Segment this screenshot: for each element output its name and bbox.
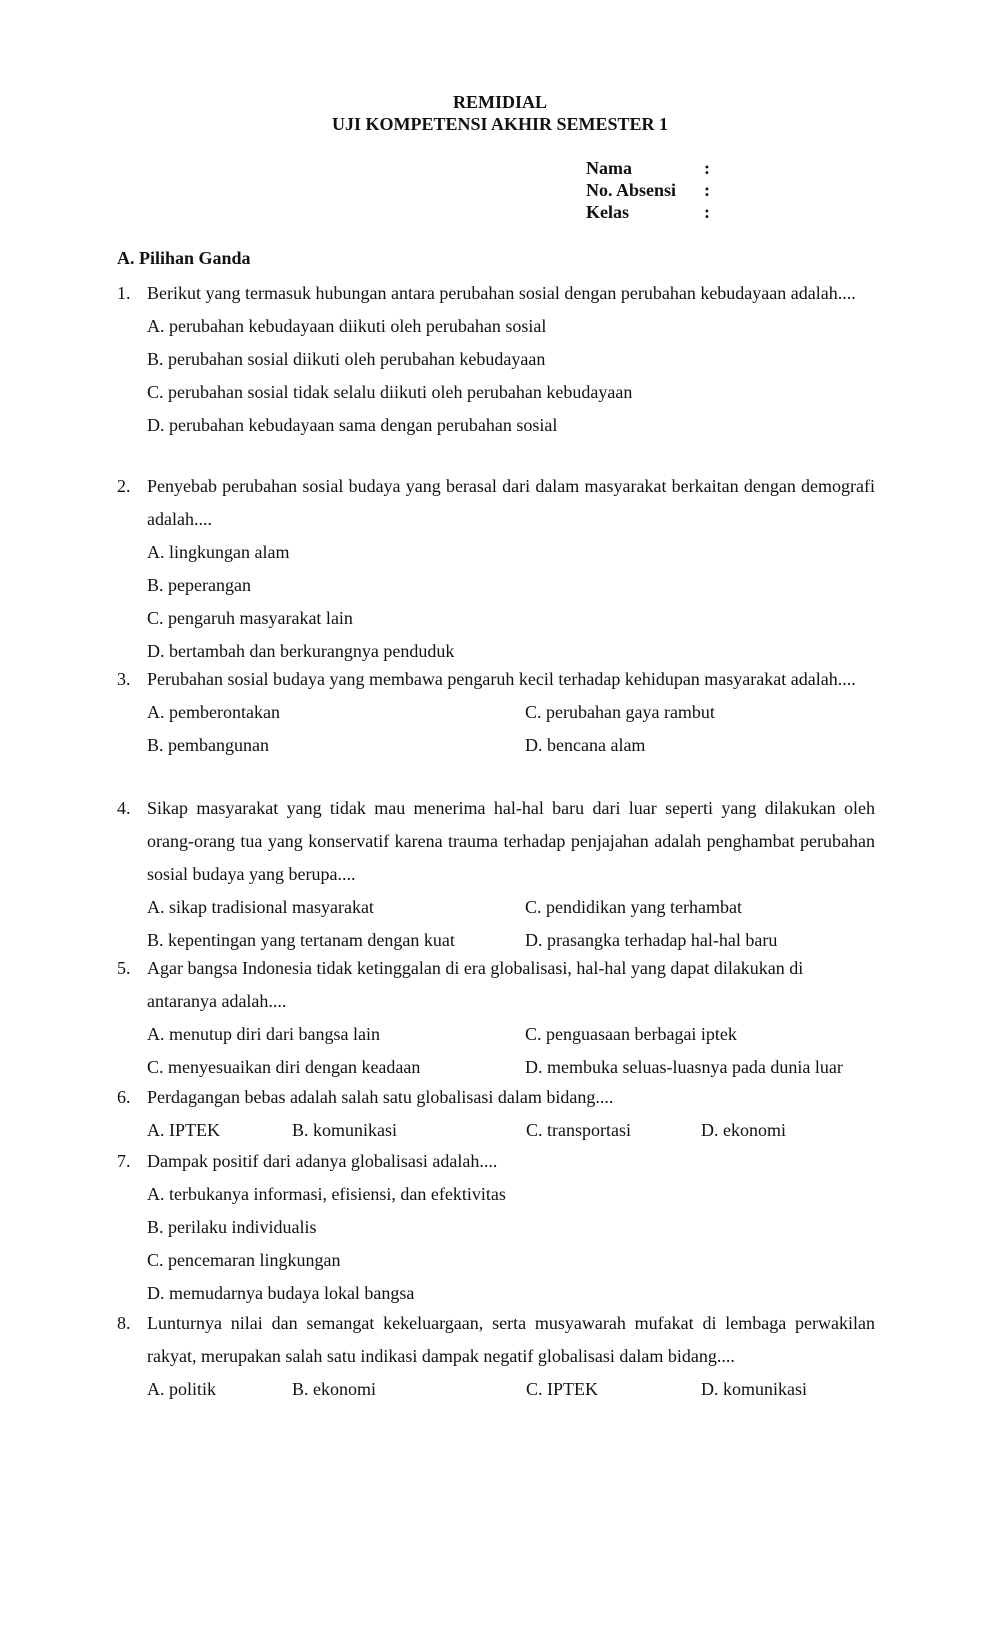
option-item: D. bertambah dan berkurangnya penduduk — [147, 641, 455, 661]
option-list — [147, 310, 875, 442]
identity-separator: : — [704, 202, 710, 222]
option-item: C. perubahan sosial tidak selalu diikuti oleh perubahan kebudayaan — [147, 382, 633, 402]
question-4 — [117, 792, 875, 957]
question-7 — [117, 1145, 875, 1310]
question-number: 7. — [117, 1151, 131, 1171]
question-1 — [117, 277, 875, 442]
option-item: B. perubahan sosial diikuti oleh perubahan kebudayaan — [147, 349, 546, 369]
option-grid — [147, 891, 875, 957]
option-item: A. politik — [147, 1379, 217, 1399]
question-number: 6. — [117, 1087, 131, 1107]
identity-label: Kelas — [586, 202, 629, 222]
option-item: A. pemberontakan — [147, 702, 280, 722]
question-5 — [117, 952, 875, 1084]
question-number: 3. — [117, 669, 131, 689]
question-number: 5. — [117, 958, 131, 978]
section-title: A. Pilihan Ganda — [117, 248, 251, 268]
option-grid — [147, 1018, 875, 1084]
option-item: B. pembangunan — [147, 735, 269, 755]
question-stem: Sikap masyarakat yang tidak mau menerima hal-hal baru dari luar seperti yang dilakukan oleh orang-orang tua yang konservatif karena trauma terhadap penjajahan adalah penghambat perubahan sosial budaya yang berupa.... — [147, 798, 875, 884]
option-list — [147, 536, 875, 668]
option-item: C. IPTEK — [526, 1379, 598, 1399]
question-6 — [117, 1081, 875, 1147]
option-item: C. transportasi — [526, 1120, 631, 1140]
question-stem: Agar bangsa Indonesia tidak ketinggalan di era globalisasi, hal-hal yang dapat dilakukan di antaranya adalah.... — [147, 958, 804, 1011]
option-item: D. ekonomi — [701, 1120, 786, 1140]
identity-row-absensi — [586, 180, 710, 201]
option-grid — [147, 696, 875, 762]
question-8 — [117, 1307, 875, 1406]
option-item: A. sikap tradisional masyarakat — [147, 897, 374, 917]
option-item: A. IPTEK — [147, 1120, 220, 1140]
option-item: A. menutup diri dari bangsa lain — [147, 1024, 380, 1044]
option-item: C. pencemaran lingkungan — [147, 1250, 341, 1270]
page-subtitle: UJI KOMPETENSI AKHIR SEMESTER 1 — [331, 114, 669, 134]
option-list — [147, 1178, 875, 1310]
option-item: A. terbukanya informasi, efisiensi, dan efektivitas — [147, 1184, 506, 1204]
option-item: D. memudarnya budaya lokal bangsa — [147, 1283, 415, 1303]
identity-label: No. Absensi — [586, 180, 677, 200]
question-number: 2. — [117, 476, 131, 496]
option-item: C. menyesuaikan diri dengan keadaan — [147, 1057, 421, 1077]
option-item: C. pendidikan yang terhambat — [525, 897, 742, 917]
option-item: C. penguasaan berbagai iptek — [525, 1024, 737, 1044]
option-item: B. perilaku individualis — [147, 1217, 317, 1237]
option-item: B. komunikasi — [292, 1120, 398, 1140]
option-item: C. pengaruh masyarakat lain — [147, 608, 353, 628]
option-item: D. komunikasi — [701, 1379, 807, 1399]
question-stem: Penyebab perubahan sosial budaya yang berasal dari dalam masyarakat berkaitan dengan demografi adalah.... — [147, 476, 875, 529]
option-item: C. perubahan gaya rambut — [525, 702, 715, 722]
identity-label: Nama — [586, 158, 632, 178]
identity-separator: : — [704, 158, 710, 178]
question-stem: Lunturnya nilai dan semangat kekeluargaan, serta musyawarah mufakat di lembaga perwakilan rakyat, merupakan salah satu indikasi dampak negatif globalisasi dalam bidang.... — [147, 1313, 875, 1366]
question-2 — [117, 470, 875, 668]
question-number: 8. — [117, 1313, 131, 1333]
identity-separator: : — [704, 180, 710, 200]
question-3 — [117, 663, 875, 762]
question-number: 1. — [117, 283, 131, 303]
question-stem: Dampak positif dari adanya globalisasi adalah.... — [147, 1151, 498, 1171]
option-item: D. perubahan kebudayaan sama dengan perubahan sosial — [147, 415, 558, 435]
identity-row-name — [586, 158, 710, 179]
option-grid — [147, 1114, 875, 1147]
question-stem: Berikut yang termasuk hubungan antara perubahan sosial dengan perubahan kebudayaan adalah.... — [147, 283, 856, 303]
option-item: B. ekonomi — [292, 1379, 376, 1399]
option-item: B. peperangan — [147, 575, 251, 595]
question-stem: Perubahan sosial budaya yang membawa pengaruh kecil terhadap kehidupan masyarakat adalah.... — [147, 669, 856, 689]
option-item: B. kepentingan yang tertanam dengan kuat — [147, 930, 455, 950]
question-stem: Perdagangan bebas adalah salah satu globalisasi dalam bidang.... — [147, 1087, 614, 1107]
option-item: D. bencana alam — [525, 735, 646, 755]
question-number: 4. — [117, 798, 131, 818]
option-item: D. prasangka terhadap hal-hal baru — [525, 930, 778, 950]
option-grid — [147, 1373, 875, 1406]
option-item: A. lingkungan alam — [147, 542, 290, 562]
page-title: REMIDIAL — [452, 92, 547, 112]
option-item: A. perubahan kebudayaan diikuti oleh perubahan sosial — [147, 316, 547, 336]
identity-row-kelas — [586, 202, 710, 223]
option-item: D. membuka seluas-luasnya pada dunia luar — [525, 1057, 843, 1077]
